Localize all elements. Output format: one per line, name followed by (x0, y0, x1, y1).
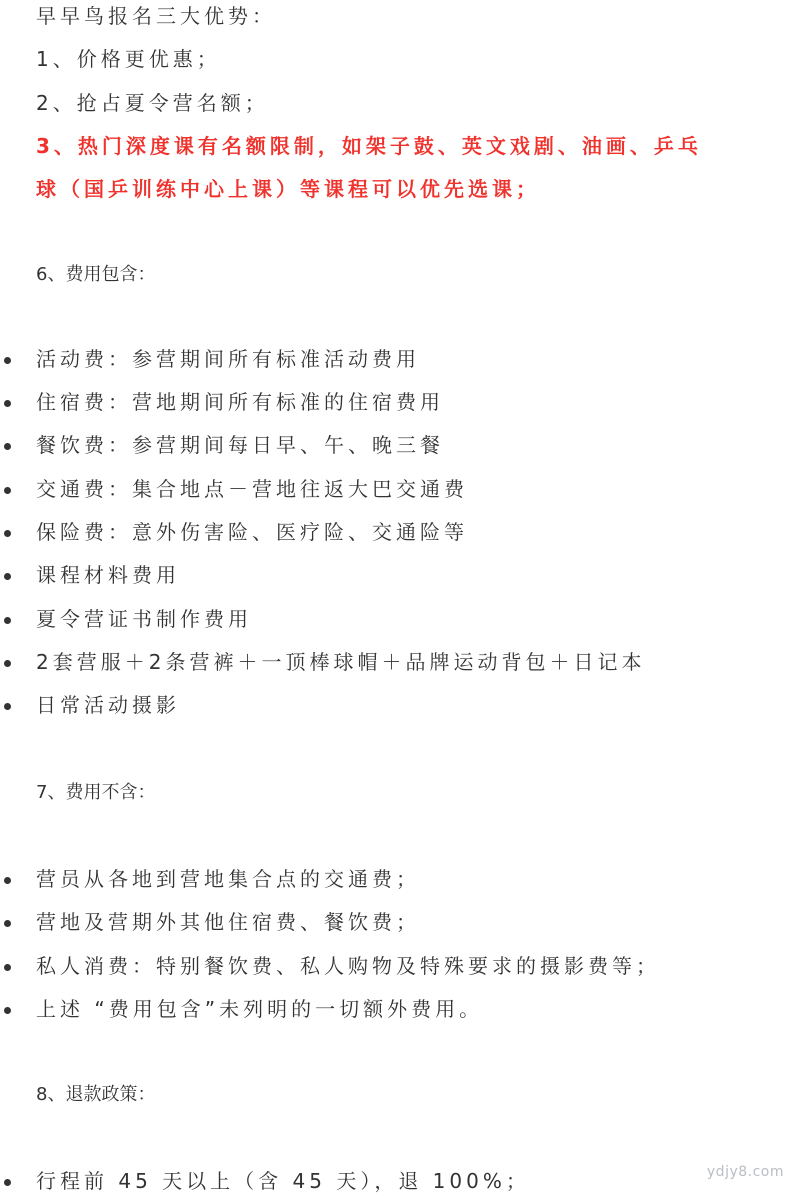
excluded-item: 营员从各地到营地集合点的交通费； (36, 867, 420, 891)
refund-item: 行程前 45 天以上（含 45 天），退 100%； (36, 1169, 530, 1193)
site-watermark: ydjy8.com (706, 1164, 784, 1180)
bullet-icon (4, 877, 11, 884)
included-item: 2套营服＋2条营裤＋一顶棒球帽＋品牌运动背包＋日记本 (36, 650, 646, 674)
bullet-icon (4, 573, 11, 580)
bullet-icon (4, 660, 11, 667)
bullet-icon (4, 920, 11, 927)
included-item: 夏令营证书制作费用 (36, 607, 252, 631)
bullet-icon (4, 1007, 11, 1014)
bullet-icon (4, 617, 11, 624)
excluded-item: 营地及营期外其他住宿费、餐饮费； (36, 910, 420, 934)
bullet-icon (4, 357, 11, 364)
bullet-icon (4, 964, 11, 971)
included-item: 住宿费：营地期间所有标准的住宿费用 (36, 390, 444, 414)
bullet-icon (4, 443, 11, 450)
excluded-item: 上述 “费用包含”未列明的一切额外费用。 (36, 997, 484, 1021)
refund-heading: 8、退款政策： (36, 1084, 156, 1105)
bullet-icon (4, 703, 11, 710)
included-item: 课程材料费用 (36, 563, 180, 587)
intro-point-3-continued: 球（国乒训练中心上课）等课程可以优先选课； (36, 177, 540, 201)
included-heading: 6、费用包含： (36, 264, 156, 285)
included-item: 日常活动摄影 (36, 693, 180, 717)
bullet-icon (4, 1179, 11, 1186)
bullet-icon (4, 487, 11, 494)
intro-point-3: 3、热门深度课有名额限制，如架子鼓、英文戏剧、油画、乒乓 (36, 134, 702, 158)
bullet-icon (4, 530, 11, 537)
excluded-heading: 7、费用不含： (36, 782, 156, 803)
included-item: 保险费：意外伤害险、医疗险、交通险等 (36, 520, 468, 544)
intro-title: 早早鸟报名三大优势： (36, 4, 276, 28)
included-item: 餐饮费：参营期间每日早、午、晚三餐 (36, 433, 444, 457)
intro-point-1: 1、价格更优惠； (36, 47, 221, 71)
included-item: 交通费：集合地点－营地往返大巴交通费 (36, 477, 468, 501)
excluded-item: 私人消费：特别餐饮费、私人购物及特殊要求的摄影费等； (36, 954, 660, 978)
bullet-icon (4, 400, 11, 407)
included-item: 活动费：参营期间所有标准活动费用 (36, 347, 420, 371)
intro-point-2: 2、抢占夏令营名额； (36, 91, 269, 115)
